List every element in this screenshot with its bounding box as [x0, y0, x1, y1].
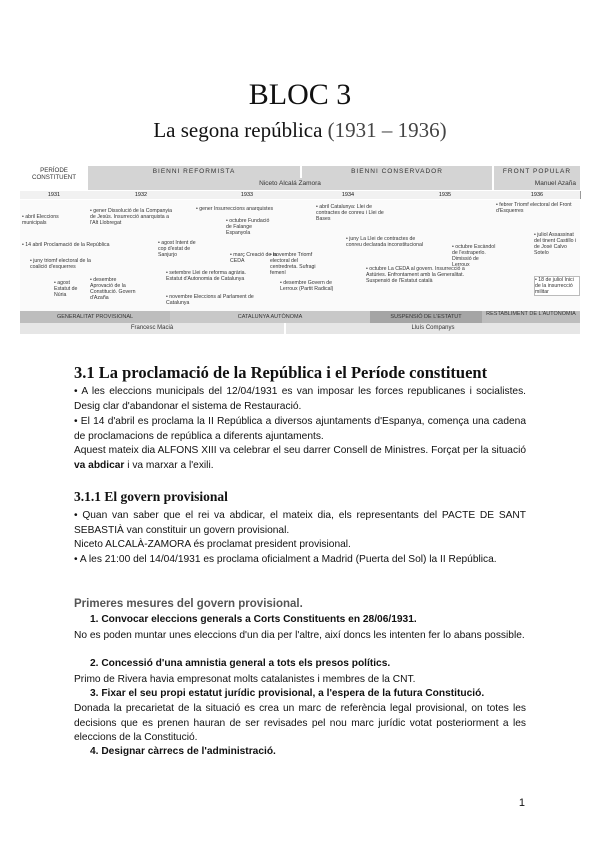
leader-companys: Lluís Companys: [286, 323, 580, 334]
bar-generalitat: GENERALITAT PROVISIONAL: [20, 311, 170, 323]
measure-item: 2. Concessió d'una amnistia general a tots els presos polítics.: [90, 658, 391, 669]
year-label: 1933: [194, 191, 301, 199]
event: • octubre Escàndol de l'estraperlo. Dimissió de Lerroux: [452, 244, 496, 268]
event: • 18 de juliol Inici de la insurrecció militar: [534, 276, 580, 296]
event: • novembre Triomf electoral del centredreta. Sufragi femení: [270, 252, 316, 276]
event: • abril Eleccions municipals: [22, 214, 59, 226]
event: • gener Insurreccions anarquistes: [196, 206, 274, 212]
event: • abril Catalunya: Llei de contractes de conreu i Llei de Bases: [316, 204, 384, 222]
event: • març Creació de la CEDA: [230, 252, 277, 264]
bar-restabliment: RESTABLIMENT DE L'AUTONOMIA: [482, 311, 580, 323]
president-azana: Manuel Azaña: [494, 178, 580, 190]
paragraph: No es poden muntar unes eleccions d'un dia per l'altre, així doncs les intenten fer lo abans possible.: [74, 630, 525, 641]
paragraph: • A les 21:00 del 14/04/1931 es proclama oficialment a Madrid (Puerta del Sol) la II República.: [74, 554, 497, 565]
bar-catalunya: CATALUNYA AUTÒNOMA: [170, 311, 370, 323]
paragraph: [74, 444, 526, 473]
event: • juliol Assassinat del tinent Castillo i de José Calvo Sotelo: [534, 232, 577, 256]
measure-item: 4. Designar càrrecs de l'administració.: [90, 746, 276, 757]
paragraph: • A les eleccions municipals del 12/04/1931 es van imposar les forces republicanes i socialistes. Desig clar d'abandonar el sistema de Restauració.: [74, 386, 526, 412]
year-label: 1931: [20, 191, 89, 199]
paragraph: • Quan van saber que el rei va abdicar, el mateix dia, els representants del PACTE DE SANT SEBASTIÀ van constituir un govern provisional.: [74, 510, 526, 536]
event: • desembre Aprovació de la Constitució. Govern d'Azaña: [90, 277, 136, 301]
section-heading: 3.1 La proclamació de la República i el Període constituent: [74, 363, 488, 382]
paragraph: Niceto ALCALÀ-ZAMORA és proclamat president provisional.: [74, 539, 351, 550]
bienni-conservador: BIENNI CONSERVADOR: [302, 166, 492, 178]
year-label: 1936: [494, 191, 581, 199]
year-label: 1932: [88, 191, 195, 199]
subtitle-main: La segona república: [153, 118, 323, 142]
measure-item: 1. Convocar eleccions generals a Corts Constituents en 28/06/1931.: [90, 614, 417, 625]
leader-macia: Francesc Macià: [20, 323, 284, 334]
event: • setembre Llei de reforma agrària. Estatut d'Autonomia de Catalunya: [166, 270, 246, 282]
paragraph: Donada la precarietat de la situació es crea un marc de referència legal provisional, on totes les decisions que es prenen hauran de ser revisades pel nou marc jurídic votat posteriorment a les eleccions de la Constitució.: [74, 703, 526, 744]
text-run: i va marxar a l'exili.: [124, 459, 214, 471]
subsection-heading: 3.1.1 El govern provisional: [74, 489, 228, 504]
events-area: [20, 200, 580, 311]
paragraph: Primo de Rivera havia empresonat molts catalanistes i membres de la CNT.: [74, 674, 416, 685]
event: • gener Dissolució de la Companyia de Jesús. Insurrecció anarquista a l'Alt Llobregat: [90, 208, 172, 226]
text-run-bold: va abdicar: [74, 459, 125, 471]
text-run: Aquest mateix dia ALFONS XIII va celebrar el seu darrer Consell de Ministres. Forçat per la situació: [74, 445, 526, 456]
event: • agost Estatut de Núria: [54, 280, 78, 298]
paragraph: • El 14 d'abril es proclama la II República a diversos ajuntaments d'Espanya, comença una cadena de proclamacions de república a diferents ajuntaments.: [74, 416, 526, 442]
year-label: 1935: [396, 191, 495, 199]
mesures-heading: Primeres mesures del govern provisional.: [74, 598, 303, 610]
year-label: 1934: [300, 191, 397, 199]
event: • juny triomf electoral de la coalició d'esquerres: [30, 258, 91, 270]
event: • febrer Triomf electoral del Front d'Esquerres: [496, 202, 572, 214]
president-alcala: Niceto Alcalá Zamora: [88, 178, 492, 190]
subtitle-years: (1931 – 1936): [327, 118, 447, 142]
event: • octubre Fundació de Falange Espanyola: [226, 218, 270, 236]
event: • 14 abril Proclamació de la República: [22, 242, 110, 248]
event: • juny La Llei de contractes de conreu declarada inconstitucional: [346, 236, 423, 248]
timeline-figure: [20, 166, 580, 335]
period-label: PERÍODE CONSTITUENT: [20, 166, 88, 189]
event: • desembre Govern de Lerroux (Partit Radical): [280, 280, 334, 292]
bar-suspensio: SUSPENSIÓ DE L'ESTATUT: [370, 311, 482, 323]
measure-item: 3. Fixar el seu propi estatut jurídic provisional, a l'espera de la futura Constitució.: [90, 688, 485, 699]
event: • novembre Eleccions al Parlament de Catalunya: [166, 294, 254, 306]
bloc-title: BLOC 3: [248, 78, 352, 111]
event: • agost Intent de cop d'estat de Sanjurjo: [158, 240, 196, 258]
bienni-reformista: BIENNI REFORMISTA: [88, 166, 300, 178]
front-popular: FRONT POPULAR: [494, 166, 580, 178]
page-number: 1: [518, 797, 525, 809]
event: • octubre La CEDA al govern. Insurrecció a Astúries. Enfrontament amb la Generalitat. Suspensió de l'Estatut català: [366, 266, 465, 284]
page-subtitle: [0, 118, 600, 143]
